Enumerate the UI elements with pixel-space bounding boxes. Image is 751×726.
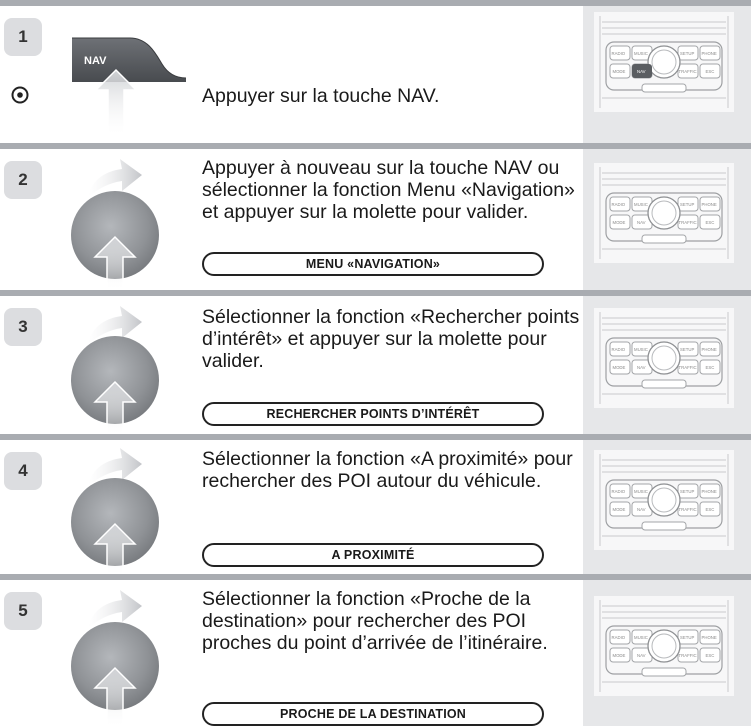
svg-text:SETUP: SETUP bbox=[680, 202, 695, 207]
svg-text:RADIO: RADIO bbox=[611, 347, 626, 352]
svg-text:PHONE: PHONE bbox=[701, 635, 717, 640]
svg-text:MUSIC: MUSIC bbox=[634, 635, 648, 640]
svg-text:NAV: NAV bbox=[637, 220, 646, 225]
svg-text:ESC: ESC bbox=[705, 507, 715, 512]
svg-text:SETUP: SETUP bbox=[680, 635, 695, 640]
step-number-badge: 5 bbox=[4, 592, 42, 630]
knob-illustration bbox=[58, 149, 188, 289]
menu-option-label: PROCHE DE LA DESTINATION bbox=[202, 702, 544, 726]
step-number-badge: 3 bbox=[4, 308, 42, 346]
svg-text:RADIO: RADIO bbox=[611, 635, 626, 640]
radio-device-icon bbox=[594, 308, 734, 408]
step-number-badge: 2 bbox=[4, 161, 42, 199]
step-2 bbox=[0, 143, 751, 290]
svg-text:TRAFFIC: TRAFFIC bbox=[678, 507, 697, 512]
svg-text:PHONE: PHONE bbox=[701, 202, 717, 207]
svg-text:NAV: NAV bbox=[637, 365, 646, 370]
radio-device-icon bbox=[594, 596, 734, 696]
step-text: Appuyer sur la touche NAV. bbox=[202, 85, 440, 107]
step-number-badge: 4 bbox=[4, 452, 42, 490]
radio-device-icon bbox=[594, 12, 734, 112]
svg-text:NAV: NAV bbox=[637, 507, 646, 512]
nav-key-label: NAV bbox=[84, 55, 107, 67]
menu-option-label: RECHERCHER POINTS D’INTÉRÊT bbox=[202, 402, 544, 426]
svg-text:MUSIC: MUSIC bbox=[634, 347, 648, 352]
svg-text:ESC: ESC bbox=[705, 653, 715, 658]
knob-illustration bbox=[58, 296, 188, 434]
svg-text:PHONE: PHONE bbox=[701, 347, 717, 352]
menu-option-label: MENU «NAVIGATION» bbox=[202, 252, 544, 276]
svg-text:MODE: MODE bbox=[612, 220, 626, 225]
menu-option-label: A PROXIMITÉ bbox=[202, 543, 544, 567]
radio-device-icon bbox=[594, 163, 734, 263]
svg-text:MODE: MODE bbox=[612, 507, 626, 512]
step-text: Sélectionner la fonction «Proche de la destination» pour rechercher des POI proches du point d’arrivée de l’itinéraire. bbox=[202, 588, 548, 654]
step-text: Appuyer à nouveau sur la touche NAV ou sélectionner la fonction Menu «Navigation» et appuyer sur la molette pour valider. bbox=[202, 157, 575, 223]
svg-text:RADIO: RADIO bbox=[611, 489, 626, 494]
svg-text:MODE: MODE bbox=[612, 69, 626, 74]
svg-text:ESC: ESC bbox=[705, 365, 715, 370]
step-text: Sélectionner la fonction «Rechercher points d’intérêt» et appuyer sur la molette pour valider. bbox=[202, 306, 580, 372]
step-3 bbox=[0, 290, 751, 434]
svg-text:SETUP: SETUP bbox=[680, 347, 695, 352]
svg-text:TRAFFIC: TRAFFIC bbox=[678, 653, 697, 658]
svg-text:NAV: NAV bbox=[637, 653, 646, 658]
selector-icon bbox=[10, 85, 30, 105]
step-5 bbox=[0, 574, 751, 726]
knob-illustration bbox=[58, 440, 188, 574]
step-number-badge: 1 bbox=[4, 18, 42, 56]
svg-text:MUSIC: MUSIC bbox=[634, 202, 648, 207]
svg-text:ESC: ESC bbox=[705, 69, 715, 74]
nav-key-illustration bbox=[58, 6, 198, 142]
svg-text:ESC: ESC bbox=[705, 220, 715, 225]
svg-text:NAV: NAV bbox=[637, 69, 646, 74]
step-1 bbox=[0, 0, 751, 143]
knob-illustration bbox=[58, 580, 188, 726]
svg-text:MODE: MODE bbox=[612, 653, 626, 658]
svg-text:PHONE: PHONE bbox=[701, 489, 717, 494]
svg-text:TRAFFIC: TRAFFIC bbox=[678, 365, 697, 370]
svg-text:PHONE: PHONE bbox=[701, 51, 717, 56]
step-4 bbox=[0, 434, 751, 574]
svg-text:TRAFFIC: TRAFFIC bbox=[678, 69, 697, 74]
radio-device-icon bbox=[594, 450, 734, 550]
svg-text:RADIO: RADIO bbox=[611, 202, 626, 207]
svg-text:MODE: MODE bbox=[612, 365, 626, 370]
step-text: Sélectionner la fonction «A proximité» pour rechercher des POI autour du véhicule. bbox=[202, 448, 573, 492]
svg-text:SETUP: SETUP bbox=[680, 489, 695, 494]
svg-text:MUSIC: MUSIC bbox=[634, 51, 648, 56]
svg-text:SETUP: SETUP bbox=[680, 51, 695, 56]
svg-text:MUSIC: MUSIC bbox=[634, 489, 648, 494]
svg-text:RADIO: RADIO bbox=[611, 51, 626, 56]
svg-text:TRAFFIC: TRAFFIC bbox=[678, 220, 697, 225]
